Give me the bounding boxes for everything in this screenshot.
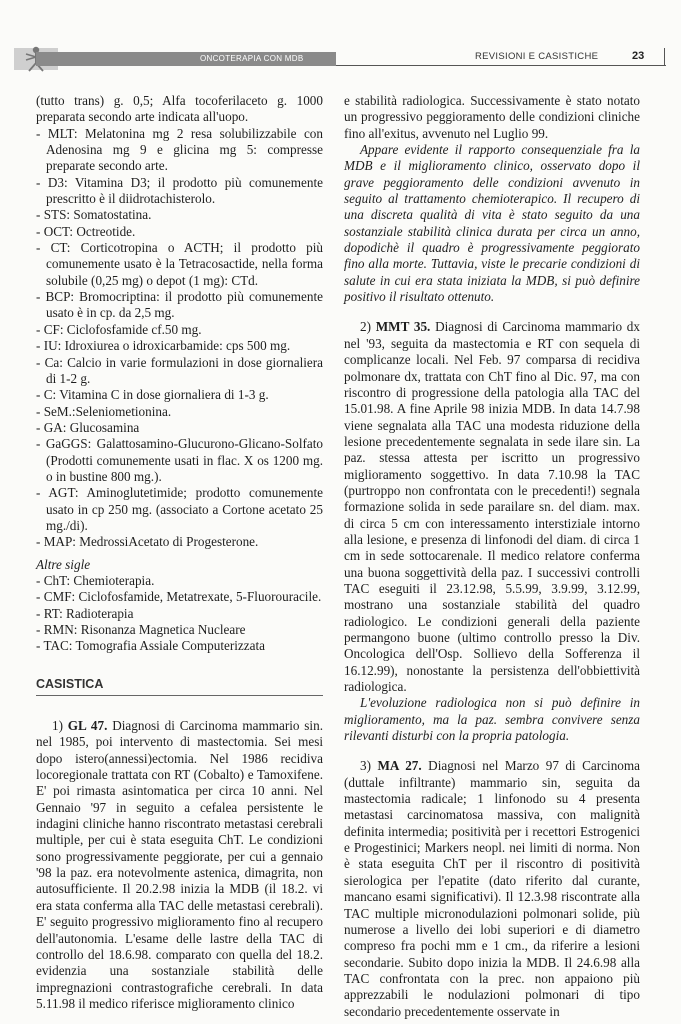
other-abbrev-item: - RT: Radioterapia bbox=[36, 605, 134, 621]
header-tick bbox=[664, 48, 665, 66]
case-3-paragraph: 3) MA 27. Diagnosi nel Marzo 97 di Carcinoma (duttale infiltrante) mammario sin, seguita da mastectomia radicale; 1 linfonodo su 4 presenta metastasi carcinomatosa massiva, con malignità definita intermedia; positività per i recettori Estrogenici e Progestinici; Markers neopl. nei limiti di norma. Non è stata eseguita ChT per il riscontro di positività sierologica per l'epatite (dato riferito dal curante, mancano esami significativi). Il 12.3.98 riscontrate alla TAC multiple micronodulazioni polmonari solide, più numerose a livello dei lobi superiori e di diametro compreso fra pochi mm e 1 cm., da riferire a lesioni secondarie. Subito dopo inizia la MDB. Il 24.6.98 alla TAC confrontata con la prec. non appaiono più apprezzabili le nodulazioni polmonari di tipo secondario precedentemente osservate in bbox=[344, 758, 640, 1019]
other-abbrev-item: - RMN: Risonanza Magnetica Nucleare bbox=[36, 622, 246, 637]
abbrev-item: - GaGGS: Galattosamino-Glucurono-Glicano-Solfato (Prodotti comunemente usati in flac. X os 1200 mg. o in bustine 800 mg.). bbox=[36, 436, 323, 484]
abbrev-item: - GA: Glucosamina bbox=[36, 419, 140, 435]
abbrev-item: - Ca: Calcio in varie formulazioni in dose giornaliera di 1-2 g. bbox=[36, 354, 323, 386]
case-1-id: GL 47. bbox=[67, 718, 108, 734]
abbrev-item: - IU: Idroxiurea o idroxicarbamide: cps 500 mg. bbox=[36, 338, 291, 354]
page-number: 23 bbox=[632, 50, 645, 62]
left-column bbox=[36, 93, 323, 1012]
abbrev-item: - MLT: Melatonina mg 2 resa solubilizzabile con Adenosina mg 9 e glicina mg 5: compresse preparate secondo arte. bbox=[36, 125, 323, 174]
other-abbrev-item: - CMF: Ciclofosfamide, Metatrexate, 5-Fluorouracile. bbox=[36, 589, 322, 605]
right-column bbox=[344, 93, 640, 1020]
abbrev-item: - C: Vitamina C in dose giornaliera di 1-3 g. bbox=[36, 387, 269, 403]
other-abbrev-item: - TAC: Tomografia Assiale Computerizzata bbox=[36, 638, 265, 654]
abbrev-item: - SeM.:Seleniometionina. bbox=[36, 403, 172, 419]
abbrev-item: - D3: Vitamina D3; il prodotto più comunemente prescritto è il diidrotachisterolo. bbox=[36, 174, 323, 207]
case-1-paragraph: 1) GL 47. Diagnosi di Carcinoma mammario sin. nel 1985, poi intervento di mastectomia. Sei mesi dopo istero(annessi)ectomia. Nel 1986 recidiva locoregionale trattata con RT (Cobalto) e Tamoxifene. E' poi rimasta asintomatica per circa 10 anni. Nel Gennaio '97 in seguito a cefalea persistente le indagini cliniche hanno riscontrato metastasi cerebrali multiple, per cui è stata eseguita ChT. Le condizioni sono progressivamente peggiorate, per cui a gennaio '98 la paz. era notevolmente astenica, dimagrita, non autosufficiente. Il 20.2.98 inizia la MDB (il 18.2. vi era stata conferma alla TAC delle metastasi cerebrali). E' seguito progressivo miglioramento fino al recupero dell'autonomia. L'esame delle lastre della TAC di controllo del 18.6.98. comparato con quella del 18.2. evidenzia una sostanziale stabilità delle impregnazioni contrastografiche cerebrali. In data 5.11.98 il medico riferisce miglioramento clinico bbox=[36, 718, 323, 1011]
abbrev-item: - CT: Corticotropina o ACTH; il prodotto più comunemente usato è la Tetracosactide, nella forma solubile (0,25 mg) o depot (1 mg): CTd. bbox=[36, 240, 323, 288]
case-2-id: MMT 35. bbox=[375, 319, 431, 335]
header-left-title: ONCOTERAPIA CON MDB bbox=[200, 54, 304, 63]
header-rule bbox=[336, 65, 666, 66]
case-1-continuation: e stabilità radiologica. Successivamente è stato notato un progressivo peggioramento delle condizioni cliniche fino all'exitus, avvenuto nel Luglio 99. bbox=[344, 93, 640, 141]
abbrev-item: - MAP: MedrossiAcetato di Progesterone. bbox=[36, 534, 259, 550]
abbrev-item: - CF: Ciclofosfamide cf.50 mg. bbox=[36, 321, 202, 337]
intro-paragraph: (tutto trans) g. 0,5; Alfa tocoferilaceto g. 1000 preparata secondo arte indicata all'uopo. bbox=[36, 93, 323, 125]
section-title: CASISTICA bbox=[36, 676, 323, 696]
case-2-paragraph: 2) MMT 35. Diagnosi di Carcinoma mammario dx nel '93, seguita da mastectomia e RT con sequela di complicanze locali. Nel Feb. 97 comparsa di recidiva polmonare dx, trattata con ChT fino al Dic. 97, ma con riscontro di progressione della patologia alla TAC del 15.01.98. A fine Aprile 98 inizia MDB. In data 14.7.98 viene segnalata alla TAC una modesta riduzione della lesione precedentemente segnalata in sede ilare sin. La paz. stessa attesta per iscritto un progressivo miglioramento soggettivo. In data 7.10.98 la TAC (purtroppo non confrontata con le precedenti!) segnala formazione solida in sede parailare sn. del diam. max. di circa 5 cm con interessamento interstiziale intorno alla lesione, e presenza di linfonodi del diam. di circa 1 cm in sede sottocarenale. Il medico relatore conferma una buona soggettività della paz. I successivi controlli TAC eseguiti il 23.12.98, 5.5.99, 3.9.99, 3.12.99, mostrano una sostanziale stabilità del quadro radiologico. Le condizioni generali della paziente permangono buone (ultimo controllo presso la Div. Oncologica dell'Osp. Sollievo della Sofferenza il 16.12.99), nonostante la persistenza dell'obbiettività radiologica. bbox=[344, 319, 640, 695]
abbrev-item: - OCT: Octreotide. bbox=[36, 223, 136, 239]
case-3-id: MA 27. bbox=[377, 758, 422, 774]
other-abbrev-item: - ChT: Chemioterapia. bbox=[36, 572, 155, 588]
abbrev-item: - AGT: Aminoglutetimide; prodotto comunemente usato in cp 250 mg. (associato a Cortone acetato 25 mg./di). bbox=[36, 485, 323, 533]
header-right-title: REVISIONI E CASISTICHE bbox=[475, 51, 599, 62]
case-2-comment: L'evoluzione radiologica non si può definire in miglioramento, ma la paz. sembra convivere senza rilevanti disturbi con la propria patologia. bbox=[344, 695, 640, 744]
case-1-comment: Appare evidente il rapporto consequenziale fra la MDB e il miglioramento clinico, osservato dopo il grave peggioramento delle condizioni avvenuto in seguito al trattamento chemioterapico. Il recupero di una discreta qualità di vita è stato seguito da una sostanziale stabilità clinica durata per circa un anno, dopodichè il quadro è progressivamente peggiorato fino alla morte. Tuttavia, viste le precarie condizioni di salute in cui era stata iniziata la MDB, si può definire positivo il risultato ottenuto. bbox=[344, 142, 640, 305]
other-abbrev-heading: Altre sigle bbox=[36, 556, 91, 572]
abbrev-item: - BCP: Bromocriptina: il prodotto più comunemente usato è in cp. da 2,5 mg. bbox=[36, 289, 323, 321]
page-header bbox=[0, 44, 681, 74]
abbrev-item: - STS: Somatostatina. bbox=[36, 207, 152, 223]
